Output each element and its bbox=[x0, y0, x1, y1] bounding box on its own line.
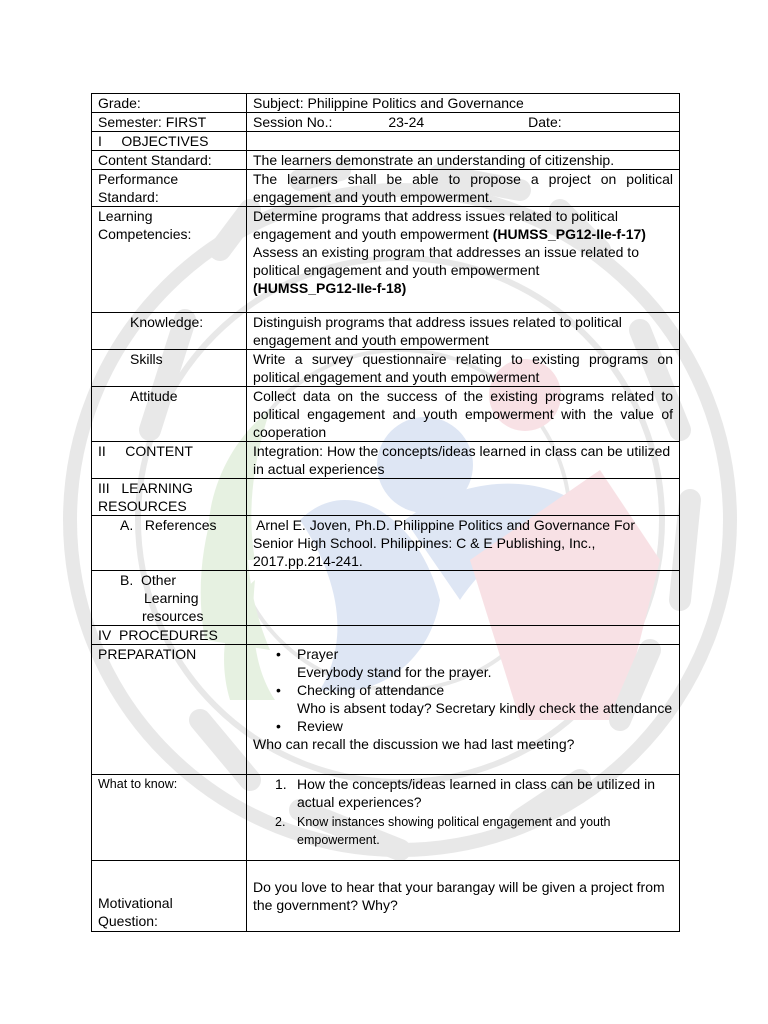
bullet-icon: • bbox=[276, 682, 281, 698]
empty-cell bbox=[247, 132, 680, 151]
content-standard-text: The learners demonstrate an understanding of citizenship. bbox=[247, 151, 680, 170]
performance-label-line-2: Standard: bbox=[98, 189, 159, 205]
objectives-heading: I OBJECTIVES bbox=[92, 132, 247, 151]
skills-label: Skills bbox=[92, 350, 247, 387]
item-number: 1. bbox=[275, 776, 287, 792]
performance-standard-label bbox=[92, 170, 247, 207]
content-standard-row bbox=[92, 151, 680, 170]
item-text: Know instances showing political engagement and youth empowerment. bbox=[297, 815, 611, 847]
prep-item-prayer bbox=[276, 645, 673, 681]
learning-resources-row bbox=[92, 479, 680, 516]
session-label: Session No.: bbox=[253, 114, 333, 130]
procedures-heading: IV PROCEDURES bbox=[92, 626, 247, 645]
prep-item-attendance bbox=[276, 681, 673, 717]
item-number: 2. bbox=[275, 815, 286, 829]
preparation-row bbox=[92, 645, 680, 775]
preparation-list bbox=[253, 645, 673, 735]
skills-row bbox=[92, 350, 680, 387]
other-label-line-2: Learning bbox=[144, 590, 199, 606]
grade-subject-row bbox=[92, 94, 680, 113]
skills-text: Write a survey questionnaire relating to existing programs on political engagement and youth empowerment bbox=[247, 350, 680, 387]
semester-text: Semester: FIRST bbox=[92, 113, 247, 132]
learning-competencies-row bbox=[92, 207, 680, 313]
reference-author: Arnel E. Joven, Ph.D. bbox=[256, 517, 390, 533]
lesson-plan-document bbox=[91, 93, 679, 932]
other-label-line-3: resources bbox=[142, 608, 204, 624]
semester-session-row bbox=[92, 113, 680, 132]
references-text bbox=[247, 516, 680, 571]
bullet-icon: • bbox=[276, 718, 281, 734]
what-item-2 bbox=[275, 813, 673, 849]
lesson-plan-table bbox=[91, 93, 680, 932]
prep-item-detail: Who is absent today? Secretary kindly check the attendance bbox=[297, 700, 673, 716]
motivational-label-line-1: Motivational bbox=[98, 895, 173, 911]
competency-1 bbox=[253, 207, 673, 243]
grade-label: Grade: bbox=[92, 94, 247, 113]
competency-1-code: (HUMSS_PG12-IIe-f-17) bbox=[492, 226, 646, 242]
attitude-row bbox=[92, 387, 680, 442]
what-to-know-list bbox=[253, 775, 673, 849]
knowledge-label: Knowledge: bbox=[92, 313, 247, 350]
other-label-line-1: B. Other bbox=[120, 572, 177, 588]
what-to-know-content bbox=[247, 775, 680, 861]
empty-cell bbox=[247, 571, 680, 626]
reference-title: Philippine Politics and Governance For Senior High School. Philippines: C & E Publishing, Inc., 2017.pp.214-241. bbox=[253, 517, 635, 569]
content-text: Integration: How the concepts/ideas learned in class can be utilized in actual experiences bbox=[247, 442, 680, 479]
competency-1-text: Determine programs that address issues related to political engagement and youth empowerment bbox=[253, 208, 618, 242]
attitude-text: Collect data on the success of the existing programs related to political engagement and youth empowerment with the value of cooperation bbox=[247, 387, 680, 442]
motivational-row bbox=[92, 861, 680, 932]
prep-item-detail: Everybody stand for the prayer. bbox=[297, 664, 492, 680]
session-cell bbox=[247, 113, 680, 132]
learning-resources-heading: III LEARNING RESOURCES bbox=[92, 479, 247, 516]
prep-item-title: Review bbox=[297, 718, 343, 734]
performance-standard-row bbox=[92, 170, 680, 207]
learning-competencies-text bbox=[247, 207, 680, 313]
content-heading: II CONTENT bbox=[92, 442, 247, 479]
competency-2-text: Assess an existing program that addresses an issue related to political engagement and youth empowerment bbox=[253, 244, 639, 278]
performance-label-line-1: Performance bbox=[98, 171, 179, 187]
prep-item-title: Checking of attendance bbox=[297, 682, 445, 698]
content-row bbox=[92, 442, 680, 479]
item-text: How the concepts/ideas learned in class can be utilized in actual experiences? bbox=[297, 776, 655, 810]
what-to-know-label: What to know: bbox=[92, 775, 247, 861]
motivational-label bbox=[92, 861, 247, 932]
content-standard-label: Content Standard: bbox=[92, 151, 247, 170]
learning-competencies-label bbox=[92, 207, 247, 313]
empty-cell bbox=[247, 479, 680, 516]
preparation-label: PREPARATION bbox=[92, 645, 247, 775]
competencies-label-line-1: Learning bbox=[98, 208, 153, 224]
subject-text: Subject: Philippine Politics and Governance bbox=[247, 94, 680, 113]
competency-2-code: (HUMSS_PG12-IIe-f-18) bbox=[253, 280, 407, 296]
references-label: A. References bbox=[92, 516, 247, 571]
knowledge-text: Distinguish programs that address issues related to political engagement and youth empowerment bbox=[247, 313, 680, 350]
knowledge-row bbox=[92, 313, 680, 350]
competency-2 bbox=[253, 243, 673, 279]
preparation-content bbox=[247, 645, 680, 775]
procedures-heading-row bbox=[92, 626, 680, 645]
date-label: Date: bbox=[528, 114, 562, 130]
bullet-icon: • bbox=[276, 646, 281, 662]
what-item-1 bbox=[275, 775, 673, 811]
prep-item-title: Prayer bbox=[297, 646, 339, 662]
competencies-label-line-2: Competencies: bbox=[98, 226, 192, 242]
motivational-label-line-2: Question: bbox=[98, 913, 158, 929]
attitude-label: Attitude bbox=[92, 387, 247, 442]
motivational-question: Do you love to hear that your barangay will be given a project from the government? Why? bbox=[247, 861, 680, 932]
empty-cell bbox=[247, 626, 680, 645]
other-resources-row bbox=[92, 571, 680, 626]
prep-item-review bbox=[276, 717, 673, 735]
prep-closing-question: Who can recall the discussion we had last meeting? bbox=[253, 736, 575, 752]
what-to-know-row bbox=[92, 775, 680, 861]
other-resources-label bbox=[92, 571, 247, 626]
session-value: 23-24 bbox=[388, 114, 425, 130]
references-row bbox=[92, 516, 680, 571]
objectives-heading-row bbox=[92, 132, 680, 151]
performance-standard-text: The learners shall be able to propose a project on political engagement and youth empowerment. bbox=[247, 170, 680, 207]
